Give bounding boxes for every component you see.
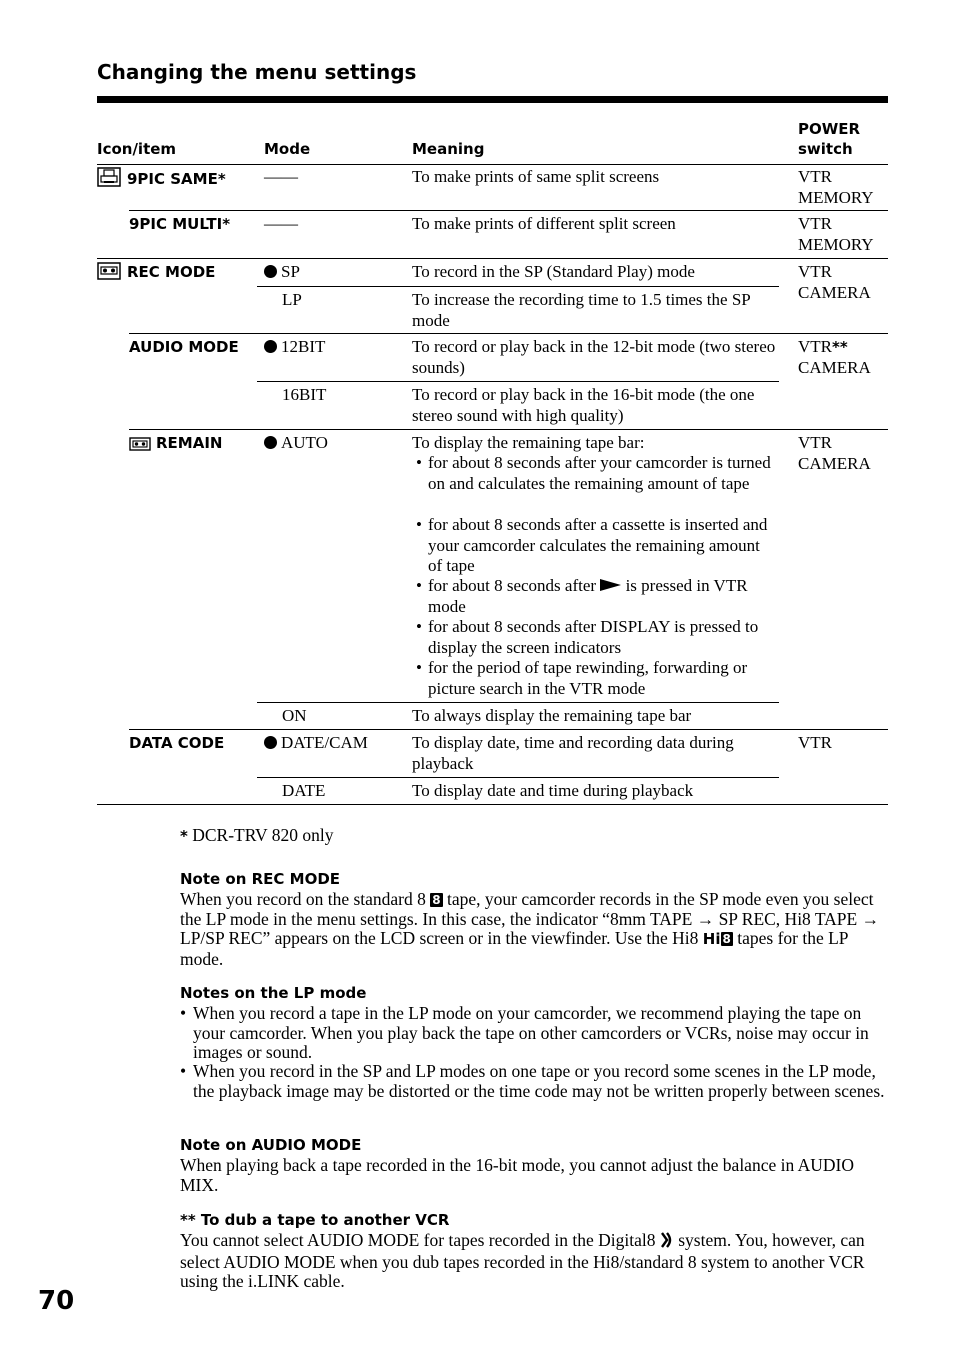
header-power-1: POWER xyxy=(798,120,861,138)
default-dot-icon xyxy=(264,265,277,278)
meaning-9pic-multi: To make prints of different split screen xyxy=(412,214,676,233)
row-rule xyxy=(257,381,779,382)
header-icon-item: Icon/item xyxy=(97,140,177,158)
footnote: * DCR-TRV 820 only xyxy=(180,825,334,845)
item-rec-mode xyxy=(97,262,215,285)
row-rule xyxy=(97,258,888,259)
meaning-audio-12bit: To record or play back in the 12-bit mode (two stereo sounds) xyxy=(412,337,776,377)
meaning-data-datecam: To display date, time and recording data during playback xyxy=(412,733,734,773)
remain-bullet: • for the period of tape rewinding, forwarding or picture search in the VTR mode xyxy=(416,658,748,698)
mode-rec-sp: SP xyxy=(264,262,300,283)
row-rule xyxy=(129,210,888,211)
mode-remain-on: ON xyxy=(282,706,307,725)
row-rule xyxy=(129,429,888,430)
mode-9pic-multi: —— xyxy=(264,214,298,233)
default-dot-icon xyxy=(264,736,277,749)
meaning-data-date: To display date and time during playback xyxy=(412,781,694,800)
header-rule xyxy=(97,164,888,165)
remain-bullet: • for about 8 seconds after DISPLAY is pressed to display the screen indicators xyxy=(416,617,759,657)
row-rule xyxy=(257,702,779,703)
mode-audio-12bit: 12BIT xyxy=(264,337,325,358)
power-rec-mode: VTR CAMERA xyxy=(798,262,871,302)
note-rec-mode-text: When you record on the standard 8 8 tape, your camcorder records in the SP mode even you select the LP mode in the menu settings. In this case, the indicator “8mm TAPE → SP REC, Hi8 TAPE → LP/SP REC” appears on the LCD screen or in the viewfinder. Use the Hi8 Hi 8 tapes for the LP mode. xyxy=(180,889,880,969)
printer-icon xyxy=(97,167,121,192)
item-remain xyxy=(129,433,222,456)
note-lp-bullet: • When you record in the SP and LP modes on one tape or you record some scenes in the LP mode, the playback image may be distorted or the time code may not be written properly between scenes. xyxy=(180,1061,885,1101)
item-rec-mode-label: REC MODE xyxy=(127,263,216,281)
remain-bullet: • for about 8 seconds after your camcorder is turned on and calculates the remaining amount of tape xyxy=(416,453,771,493)
row-rule xyxy=(257,777,779,778)
mode-remain-auto: AUTO xyxy=(264,433,328,454)
cassette-icon xyxy=(129,436,151,456)
mode-rec-lp: LP xyxy=(282,290,302,309)
default-dot-icon xyxy=(264,340,277,353)
item-9pic-same-label: 9PIC SAME* xyxy=(127,170,226,188)
meaning-rec-sp: To record in the SP (Standard Play) mode xyxy=(412,262,695,281)
row-rule xyxy=(129,333,888,334)
meaning-audio-16bit: To record or play back in the 16-bit mode (the one stereo sound with high quality) xyxy=(412,385,755,425)
mode-audio-16bit: 16BIT xyxy=(282,385,327,404)
cassette-icon xyxy=(97,262,121,285)
note-audio-mode-heading: Note on AUDIO MODE xyxy=(180,1136,362,1154)
meaning-remain-intro: To display the remaining tape bar: xyxy=(412,433,645,452)
item-audio-mode: AUDIO MODE xyxy=(129,338,239,356)
item-9pic-same xyxy=(97,167,226,192)
table-bottom-rule xyxy=(97,804,888,805)
play-icon xyxy=(600,579,621,591)
note-lp-mode-heading: Notes on the LP mode xyxy=(180,984,367,1002)
power-audio-mode: VTR** CAMERA xyxy=(798,337,871,377)
page-number: 70 xyxy=(38,1286,75,1316)
note-dub-heading: ** To dub a tape to another VCR xyxy=(180,1211,450,1229)
header-mode: Mode xyxy=(264,140,311,158)
meaning-rec-lp: To increase the recording time to 1.5 times the SP mode xyxy=(412,290,751,330)
item-9pic-multi: 9PIC MULTI* xyxy=(129,215,231,233)
meaning-remain-on: To always display the remaining tape bar xyxy=(412,706,692,725)
row-rule xyxy=(129,729,888,730)
mode-data-date: DATE xyxy=(282,781,326,800)
row-rule xyxy=(257,286,779,287)
remain-bullet: • for about 8 seconds after a cassette is inserted and your camcorder calculates the remaining amount of tape xyxy=(416,515,768,575)
digital8-logo-icon xyxy=(660,1232,674,1253)
power-remain: VTR CAMERA xyxy=(798,433,871,473)
note-rec-mode-heading: Note on REC MODE xyxy=(180,870,341,888)
item-remain-label: REMAIN xyxy=(156,434,223,452)
note-audio-mode-text: When playing back a tape recorded in the 16-bit mode, you cannot adjust the balance in AUDIO MIX. xyxy=(180,1155,855,1195)
standard8-logo-icon: 8 xyxy=(432,893,441,907)
mode-data-datecam: DATE/CAM xyxy=(264,733,368,754)
header-power-2: switch xyxy=(798,140,853,158)
item-data-code: DATA CODE xyxy=(129,734,225,752)
mode-9pic-same: —— xyxy=(264,167,298,186)
remain-bullet: • for about 8 seconds after is pressed in VTR mode xyxy=(416,576,748,616)
note-lp-bullet: • When you record a tape in the LP mode on your camcorder, we recommend playing the tape on your camcorder. When you play back the tape on other camcorders or VCRs, noise may occur in images or sound. xyxy=(180,1003,869,1062)
meaning-9pic-same: To make prints of same split screens xyxy=(412,167,660,186)
default-dot-icon xyxy=(264,436,277,449)
hi8-logo-icon: Hi 8 xyxy=(702,930,731,948)
power-data-code: VTR xyxy=(798,733,832,752)
header-meaning: Meaning xyxy=(412,140,485,158)
note-dub-text: You cannot select AUDIO MODE for tapes recorded in the Digital8 system. You, however, can select AUDIO MODE when you dub tapes recorded in the Hi8/standard 8 system to another VCR using the i.LINK cable. xyxy=(180,1230,865,1291)
power-9pic-multi: VTR MEMORY xyxy=(798,214,874,254)
title-rule xyxy=(97,96,888,103)
power-9pic-same: VTR MEMORY xyxy=(798,167,874,207)
page-title: Changing the menu settings xyxy=(97,60,417,84)
